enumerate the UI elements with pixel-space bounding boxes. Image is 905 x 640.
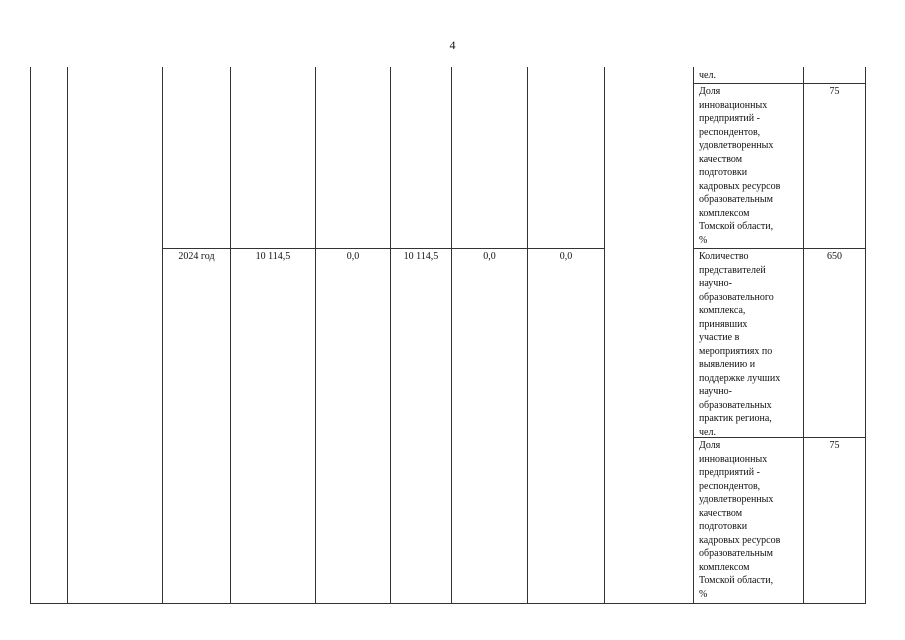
page-number: 4 [449, 38, 456, 52]
indicator-name: Количество представителей научно- образовательного комплекса, принявших участие в мероприятиях по выявлению и поддержке лучших научно- образовательных практик региона, чел. [699, 251, 781, 438]
table-border [30, 67, 31, 603]
table-border [803, 67, 804, 603]
value-cell-federal: 0,0 [346, 251, 360, 262]
table-border [30, 603, 866, 604]
indicator-value: 75 [829, 440, 840, 451]
table-border [162, 248, 605, 249]
table-border [230, 67, 231, 603]
table-border [315, 67, 316, 603]
table-border [693, 83, 866, 84]
table-border [390, 67, 391, 603]
value-cell-total: 10 114,5 [255, 251, 291, 262]
table-border [67, 67, 68, 603]
value-cell-regional: 10 114,5 [403, 251, 439, 262]
table-border [527, 67, 528, 603]
indicator-name: Доля инновационных предприятий - респондентов, удовлетворенных качеством подготовки кадровых ресурсов образовательным комплексом Томской области, % [699, 86, 781, 246]
indicator-value: 75 [829, 86, 840, 97]
indicator-value: 650 [827, 251, 842, 262]
value-cell-local: 0,0 [483, 251, 496, 262]
indicator-name: чел. [699, 70, 716, 81]
table-border [865, 67, 866, 603]
table-border [451, 67, 452, 603]
table-border [693, 248, 866, 249]
value-cell-other: 0,0 [559, 251, 573, 262]
table-border [693, 67, 694, 603]
indicator-name: Доля инновационных предприятий - респондентов, удовлетворенных качеством подготовки кадровых ресурсов образовательным комплексом Томской области, % [699, 440, 781, 600]
table-border [604, 67, 605, 603]
table-border [162, 67, 163, 603]
year-cell: 2024 год [178, 251, 215, 262]
